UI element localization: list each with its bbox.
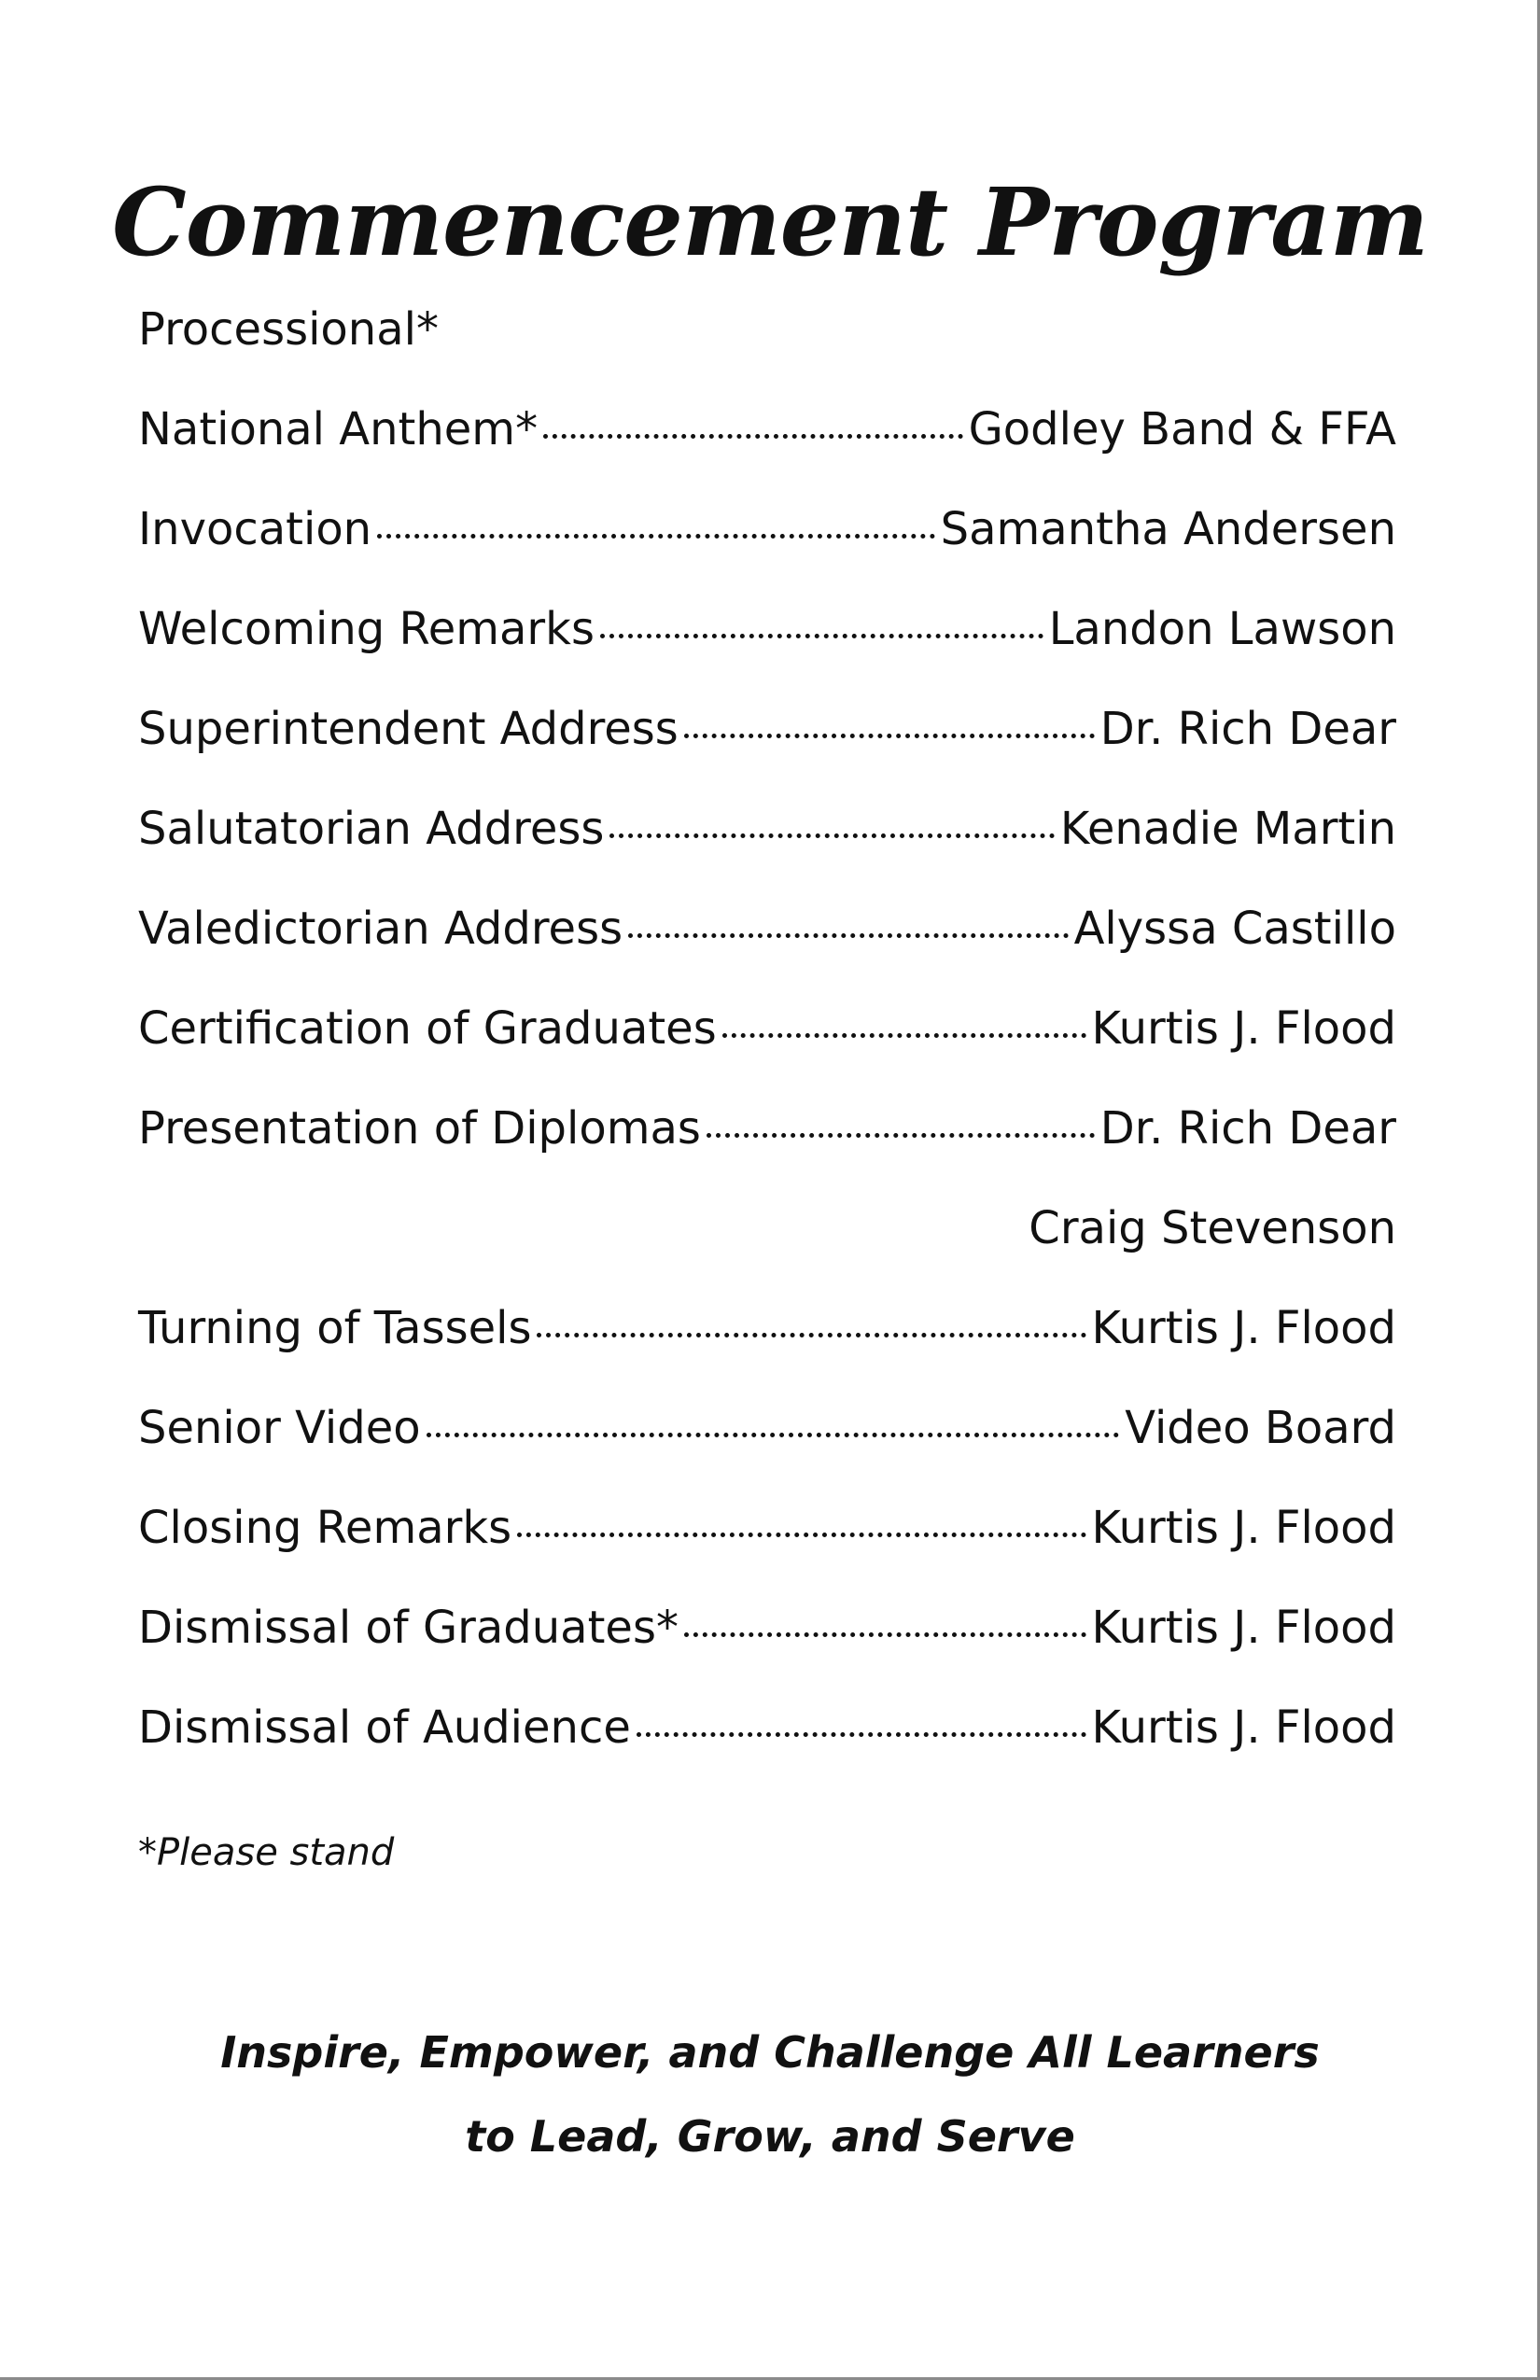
motto-line-2: to Lead, Grow, and Serve [465, 2111, 1075, 2162]
program-item [138, 1495, 1396, 1595]
stand-note: *Please stand [138, 1831, 395, 1874]
program-item-person: Craig Stevenson [1029, 1202, 1396, 1254]
program-item-person: Landon Lawson [1048, 603, 1396, 655]
motto-line-1: Inspire, Empower, and Challenge All Learners [220, 2027, 1320, 2078]
dot-leader [637, 1732, 1086, 1737]
dot-leader [427, 1433, 1120, 1437]
program-item-person: Dr. Rich Dear [1099, 1102, 1396, 1155]
program-item [138, 696, 1396, 796]
program-item-part: Turning of Tassels [138, 1302, 532, 1354]
program-item-part: National Anthem* [138, 403, 539, 455]
program-list [138, 297, 1396, 1795]
program-item [138, 596, 1396, 696]
program-item [138, 397, 1396, 497]
dot-leader [543, 434, 963, 439]
program-item [138, 796, 1396, 896]
program-item [138, 1295, 1396, 1395]
dot-leader [722, 1033, 1086, 1038]
program-item [138, 1395, 1396, 1495]
program-item-part: Certification of Graduates [138, 1002, 717, 1055]
dot-leader [684, 1632, 1086, 1637]
dot-leader [628, 933, 1069, 938]
program-item-part: Valedictorian Address [138, 903, 623, 955]
program-item [138, 1196, 1396, 1295]
program-title: Commencement Program [112, 167, 1428, 277]
program-item-person: Samantha Andersen [940, 503, 1396, 555]
program-item-person: Video Board [1125, 1402, 1396, 1454]
program-item-person: Dr. Rich Dear [1099, 703, 1396, 755]
dot-leader [600, 634, 1043, 638]
program-item-part: Closing Remarks [138, 1502, 512, 1554]
dot-leader [707, 1133, 1095, 1138]
program-item [138, 896, 1396, 996]
program-item-person: Kurtis J. Flood [1091, 1002, 1396, 1055]
program-item-part: Presentation of Diplomas [138, 1102, 701, 1155]
program-item [138, 497, 1396, 596]
program-item-person: Godley Band & FFA [968, 403, 1396, 455]
program-item-person: Kurtis J. Flood [1091, 1602, 1396, 1654]
program-item-person: Alyssa Castillo [1073, 903, 1396, 955]
dot-leader [377, 534, 935, 539]
program-item-part: Welcoming Remarks [138, 603, 595, 655]
program-item-person: Kenadie Martin [1059, 803, 1396, 855]
dot-leader [609, 833, 1054, 838]
dot-leader [537, 1333, 1085, 1337]
program-item [138, 1595, 1396, 1695]
program-item-part: Salutatorian Address [138, 803, 605, 855]
program-item [138, 996, 1396, 1096]
program-item [138, 1096, 1396, 1196]
program-item [138, 297, 1396, 397]
dot-leader [684, 734, 1095, 738]
program-item-part: Dismissal of Graduates* [138, 1602, 679, 1654]
program-item-person: Kurtis J. Flood [1091, 1701, 1396, 1754]
program-item-part: Processional* [138, 303, 439, 356]
program-item-part: Dismissal of Audience [138, 1701, 631, 1754]
program-item-person: Kurtis J. Flood [1091, 1302, 1396, 1354]
program-item-person: Kurtis J. Flood [1091, 1502, 1396, 1554]
program-item-part: Invocation [138, 503, 372, 555]
dot-leader [517, 1533, 1085, 1537]
program-item-part: Senior Video [138, 1402, 421, 1454]
program-item-part: Superintendent Address [138, 703, 679, 755]
program-item [138, 1695, 1396, 1795]
